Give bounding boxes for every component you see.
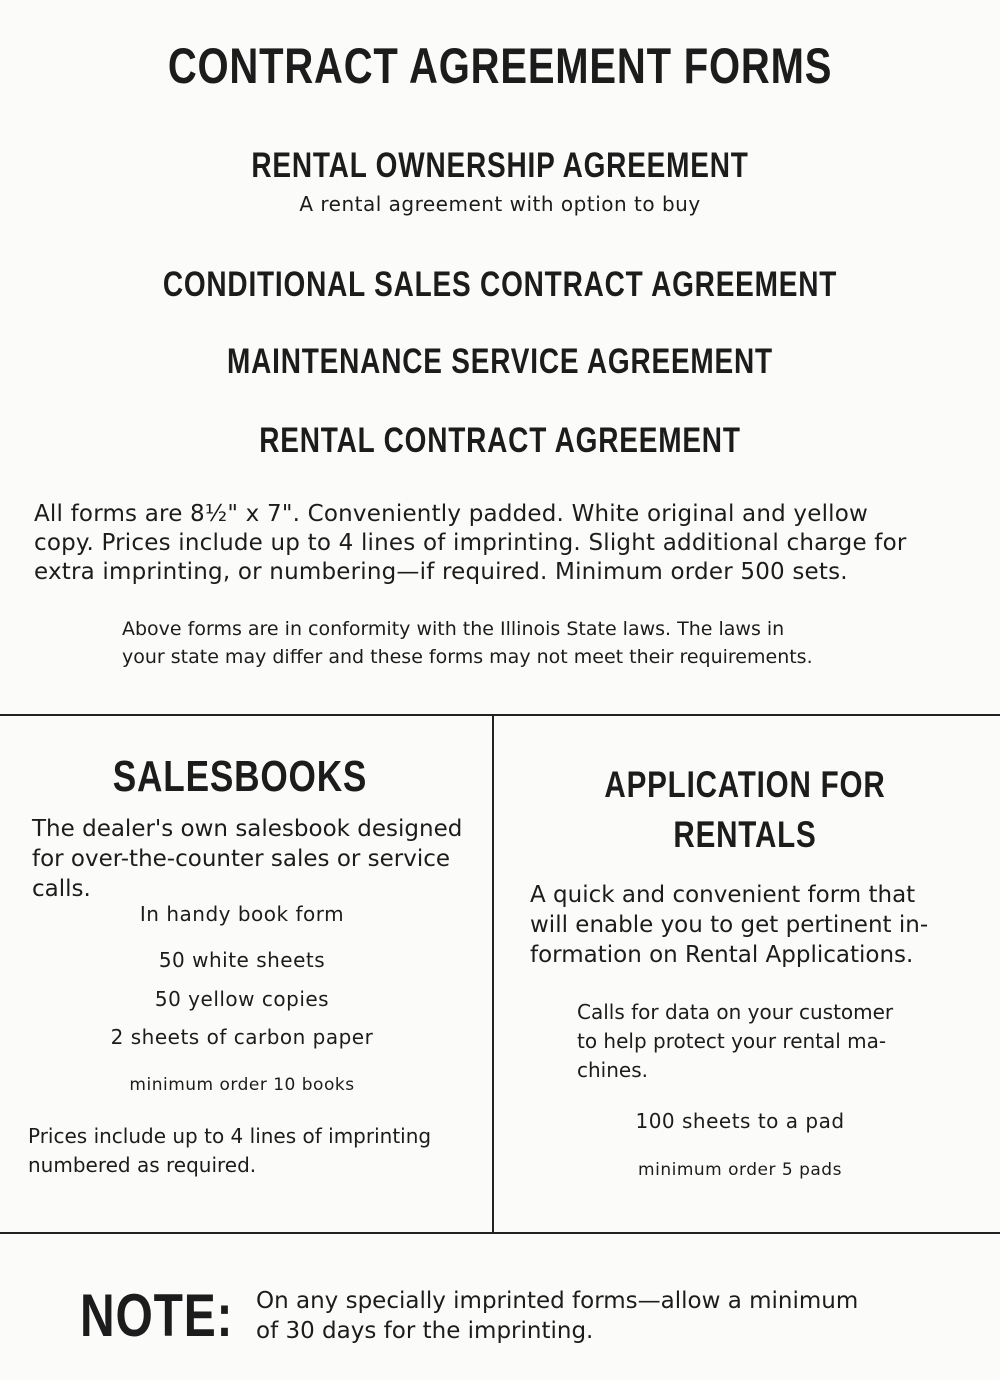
column-divider — [492, 715, 494, 1233]
salesbooks-yellow-copies: 50 yellow copies — [154, 987, 330, 1011]
application-calls-line: chines. — [577, 1058, 648, 1082]
salesbooks-prices — [28, 1122, 478, 1180]
rental-ownership-subtitle: A rental agreement with option to buy — [299, 192, 701, 216]
page-title: CONTRACT AGREEMENT FORMS — [167, 38, 833, 94]
note-line: On any specially imprinted forms—allow a minimum — [256, 1288, 859, 1314]
forms-info-line: copy. Prices include up to 4 lines of imprinting. Slight additional charge for — [34, 530, 907, 556]
rental-ownership-heading: RENTAL OWNERSHIP AGREEMENT — [251, 146, 749, 185]
forms-info-line: extra imprinting, or numbering—if required. Minimum order 500 sets. — [34, 559, 848, 585]
salesbooks-desc-line: The dealer's own salesbook designed — [32, 816, 463, 842]
salesbooks-desc-line: for over-the-counter sales or service — [32, 846, 451, 872]
application-heading-line: RENTALS — [673, 814, 817, 855]
salesbooks-form-type: In handy book form — [139, 902, 345, 926]
salesbooks-prices-line: Prices include up to 4 lines of imprinting — [28, 1124, 432, 1148]
application-desc-line: will enable you to get pertinent in- — [530, 912, 929, 938]
application-desc-line: formation on Rental Applications. — [530, 942, 914, 968]
salesbooks-minimum-order: minimum order 10 books — [129, 1075, 355, 1095]
note-line: of 30 days for the imprinting. — [256, 1318, 594, 1344]
rental-contract-heading: RENTAL CONTRACT AGREEMENT — [259, 421, 741, 460]
salesbooks-white-sheets: 50 white sheets — [158, 948, 326, 972]
note-text — [256, 1286, 916, 1346]
salesbooks-heading: SALESBOOKS — [112, 752, 368, 801]
salesbooks-carbon: 2 sheets of carbon paper — [110, 1025, 374, 1049]
application-desc-line: A quick and convenient form that — [530, 882, 916, 908]
disclaimer-line: Above forms are in conformity with the Illinois State laws. The laws in — [122, 618, 785, 640]
application-calls-line: Calls for data on your customer — [577, 1000, 894, 1024]
forms-info-paragraph — [34, 500, 964, 587]
top-divider — [0, 714, 1000, 716]
disclaimer-line: your state may differ and these forms may not meet their requirements. — [122, 646, 813, 668]
salesbooks-desc-line: calls. — [32, 876, 91, 902]
application-description — [530, 880, 956, 970]
disclaimer-paragraph — [122, 615, 902, 671]
application-heading — [585, 760, 905, 860]
maintenance-heading: MAINTENANCE SERVICE AGREEMENT — [227, 342, 773, 381]
application-sheets: 100 sheets to a pad — [635, 1109, 845, 1133]
salesbooks-description — [32, 814, 472, 904]
conditional-sales-heading: CONDITIONAL SALES CONTRACT AGREEMENT — [162, 265, 838, 304]
salesbooks-prices-line: numbered as required. — [28, 1153, 257, 1177]
forms-info-line: All forms are 8½" x 7". Conveniently padded. White original and yellow — [34, 501, 869, 527]
application-heading-line: APPLICATION FOR — [604, 764, 886, 805]
bottom-divider — [0, 1232, 1000, 1234]
application-calls — [577, 998, 917, 1085]
note-label: NOTE: — [80, 1282, 234, 1349]
application-minimum-order: minimum order 5 pads — [638, 1160, 842, 1180]
application-calls-line: to help protect your rental ma- — [577, 1029, 887, 1053]
